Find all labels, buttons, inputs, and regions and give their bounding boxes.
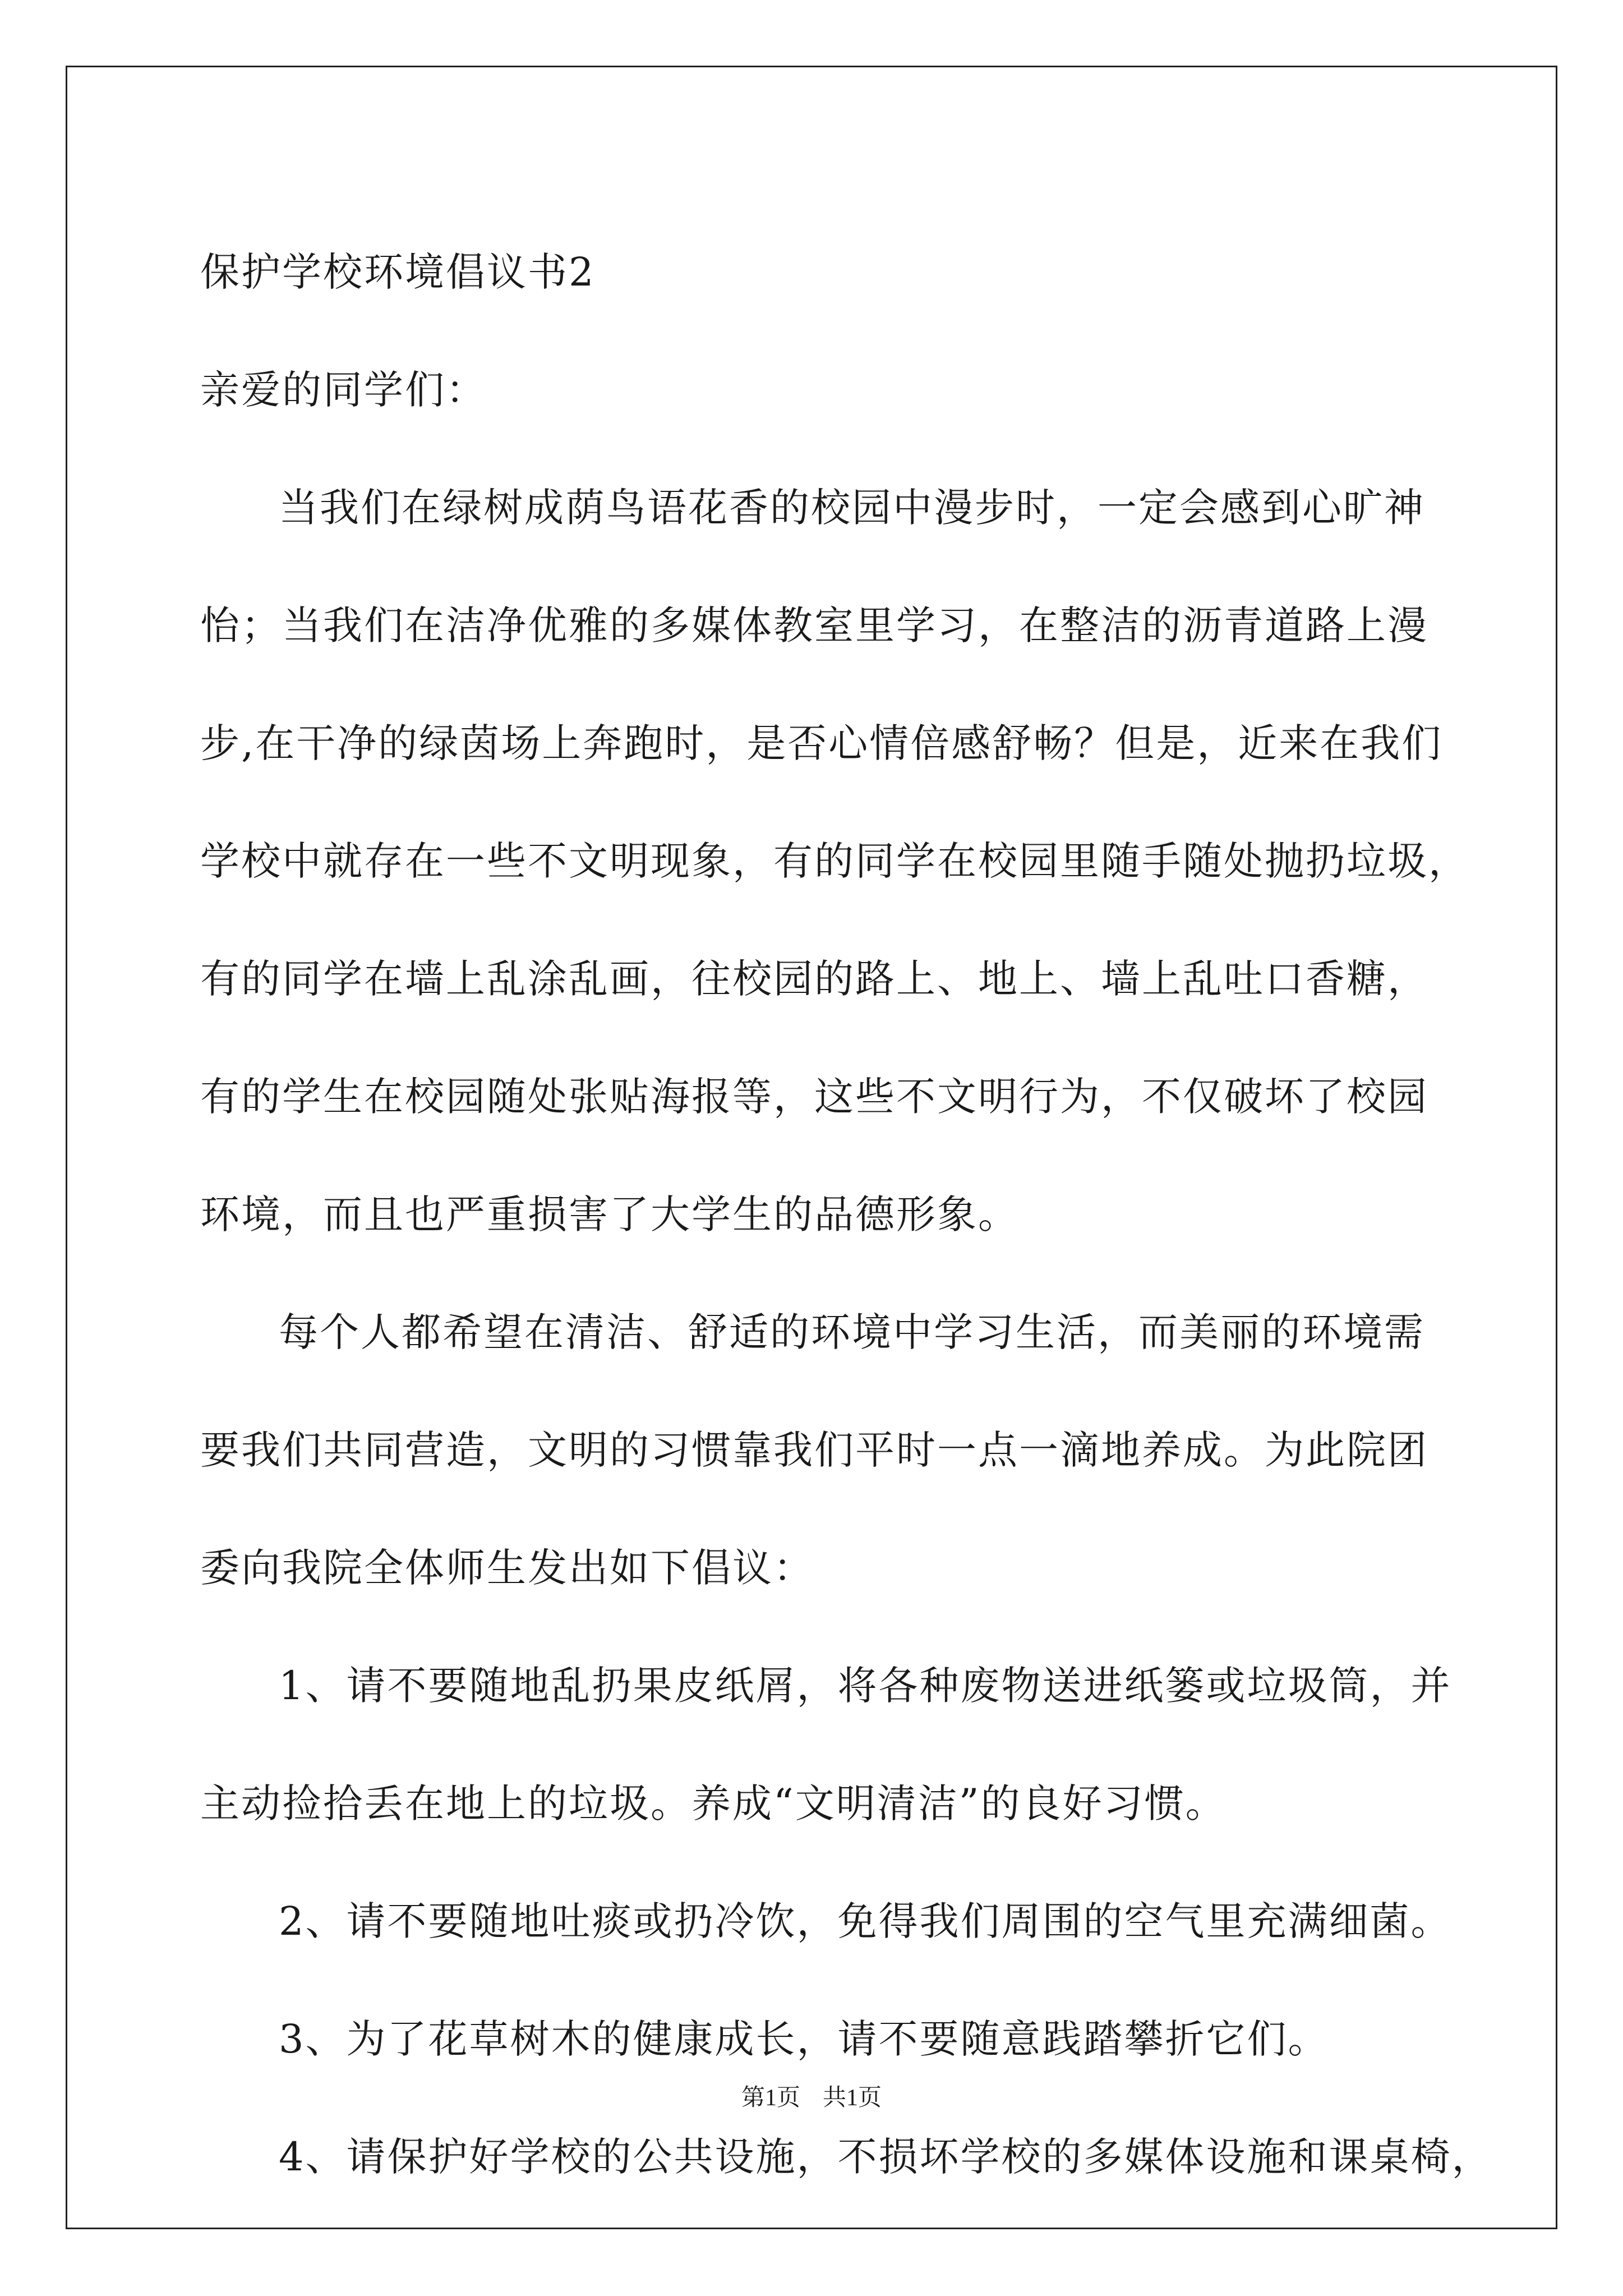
text-line: 怡；当我们在洁净优雅的多媒体教室里学习，在整洁的沥青道路上漫 xyxy=(200,602,1428,648)
text-line: 4、请保护好学校的公共设施，不损坏学校的多媒体设施和课桌椅， xyxy=(279,2134,1493,2180)
current-page-label: 第1页 xyxy=(741,2085,800,2111)
text-line: 学校中就存在一些不文明现象，有的同学在校园里随手随处抛扔垃圾， xyxy=(200,838,1469,884)
proposal-item-3 xyxy=(200,1980,1434,2098)
text-line: 步,在干净的绿茵场上奔跑时，是否心情倍感舒畅？但是，近来在我们 xyxy=(200,720,1443,766)
document-title: 保护学校环境倡议书2 xyxy=(200,249,596,295)
paragraph-intro xyxy=(200,449,1469,1273)
document-body xyxy=(200,213,1493,2216)
page-footer xyxy=(0,2081,1623,2115)
text-line: 1、请不要随地乱扔果皮纸屑，将各种废物送进纸篓或垃圾筒，并 xyxy=(279,1663,1452,1709)
text-line: 当我们在绿树成荫鸟语花香的校园中漫步时，一定会感到心旷神 xyxy=(279,485,1425,531)
text-line: 环境，而且也严重损害了大学生的品德形象。 xyxy=(200,1191,1019,1237)
text-line: 委向我院全体师生发出如下倡议： xyxy=(200,1545,814,1591)
paragraph-proposal-intro xyxy=(200,1273,1434,1627)
proposal-item-2 xyxy=(200,1862,1452,1980)
text-line: 2、请不要随地吐痰或扔冷饮，免得我们周围的空气里充满细菌。 xyxy=(279,1898,1452,1944)
proposal-item-4 xyxy=(200,2098,1493,2216)
total-pages-label: 共1页 xyxy=(823,2085,882,2111)
text-line: 每个人都希望在清洁、舒适的环境中学习生活，而美丽的环境需 xyxy=(279,1309,1425,1355)
text-line: 有的同学在墙上乱涂乱画，往校园的路上、地上、墙上乱吐口香糖， xyxy=(200,956,1428,1002)
text-line: 要我们共同营造，文明的习惯靠我们平时一点一滴地养成。为此院团 xyxy=(200,1427,1428,1473)
proposal-item-1 xyxy=(200,1627,1452,1862)
salutation: 亲爱的同学们： xyxy=(200,367,487,413)
text-line: 有的学生在校园随处张贴海报等，这些不文明行为，不仅破坏了校园 xyxy=(200,1074,1428,1120)
text-line: 3、为了花草树木的健康成长，请不要随意践踏攀折它们。 xyxy=(279,2016,1329,2062)
text-line: 主动捡拾丢在地上的垃圾。养成“文明清洁”的良好习惯。 xyxy=(200,1780,1227,1826)
